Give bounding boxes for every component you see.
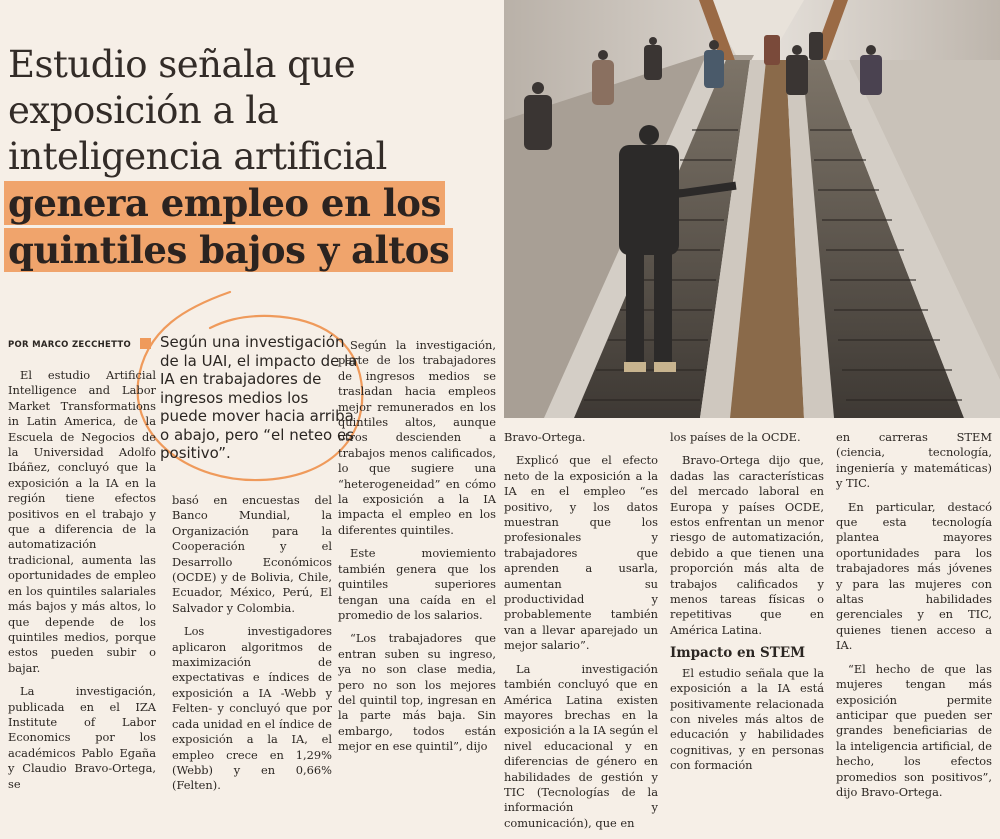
section-heading: Impacto en STEM	[670, 645, 806, 662]
column-3	[338, 338, 496, 763]
paragraph: Explicó que el efecto neto de la exposición a la IA en el empleo “es positivo, y los datos muestran que los profesionales y trabajadores que aprenden a usarla, aumentan su productividad y probablemente también van a llevar aparejado un mejor salario”.	[504, 453, 658, 653]
column-4	[504, 430, 658, 839]
paragraph: Este moviemiento también genera que los quintiles superiores tengan una caída en el promedio de los salarios.	[338, 546, 496, 622]
escalator-illustration	[504, 0, 1000, 418]
paragraph: La investigación, publicada en el IZA Institute of Labor Economics por los académicos Pablo Egaña y Claudio Bravo-Ortega, se	[8, 684, 156, 791]
paragraph: “El hecho de que las mujeres tengan más exposición permite anticipar que pueden ser grandes beneficiarias de la inteligencia artificial, de hecho, los efectos promedios son positivos”, dijo Bravo-Ortega.	[836, 661, 992, 799]
paragraph: los países de la OCDE.	[670, 430, 801, 444]
column-2	[172, 493, 332, 802]
pull-quote-text: Según una investigación de la UAI, el impacto de la IA en trabajadores de ingresos medios los puede mover hacia arriba o abajo, pero “el neteo es positivo”.	[160, 333, 358, 462]
paragraph: en carreras STEM (ciencia, tecnología, ingeniería y matemáticas) y TIC.	[836, 430, 992, 491]
paragraph: En particular, destacó que esta tecnología plantea mayores oportunidades para los trabajadores más jóvenes y para las mujeres con altas habilidades gerenciales y en TIC, quienes tienen acceso a IA.	[836, 499, 992, 653]
column-6	[836, 430, 992, 808]
paragraph: Los investigadores aplicaron algoritmos de maximización de expectativas e índices de exposición a IA -Webb y Felten- y concluyó que por cada unidad en el índice de exposición a la IA, el empleo crece en 1,29% (Webb) y en 0,66% (Felten).	[172, 624, 332, 793]
column-1	[8, 368, 156, 800]
paragraph: Bravo-Ortega dijo que, dadas las características del mercado laboral en Europa y países OCDE, estos enfrentan un menor riesgo de automatización, debido a que tienen una proporción más alta de trabajos calificados y menos tareas físicas o repetitivas que en América Latina.	[670, 453, 824, 637]
pull-quote-bullet-icon	[140, 338, 151, 349]
pull-quote	[140, 333, 360, 463]
paragraph: La investigación también concluyó que en América Latina existen mayores brechas en la exposición a la IA según el nivel educacional y en diferencias de género en habilidades de gestión y TIC (Tecnologías de la información y comunicación), que en	[504, 661, 659, 830]
headline	[8, 42, 498, 274]
paragraph: “Los trabajadores que entran suben su ingreso, ya no son clase media, pero no son los mejores del quintil top, ingresan en la parte más baja. Sin embargo, todos están mejor en ese quintil”, dijo	[338, 631, 496, 754]
headline-highlight-2: quintiles bajos y altos	[4, 228, 453, 272]
paragraph: El estudio señala que la exposición a la IA está positivamente relacionada con niveles más altos de educación y habilidades cognitivas, y en personas con formación	[670, 665, 824, 773]
paragraph: Bravo-Ortega.	[504, 430, 586, 444]
paragraph: Según la investigación, parte de los trabajadores de ingresos medios se trasladan hacia empleos mejor remunerados en los quintiles altos, aunque otros descienden a trabajos menos calificados, lo que sugiere una “heterogeneidad” en cómo la exposición a la IA impacta el empleo en los diferentes quintiles.	[338, 338, 496, 537]
headline-line-3: inteligencia artificial	[8, 135, 387, 178]
headline-line-2: exposición a la	[8, 89, 279, 132]
paragraph: basó en encuestas del Banco Mundial, la Organización para la Cooperación y el Desarrollo Económicos (OCDE) y de Bolivia, Chile, Ecuador, México, Perú, El Salvador y Colombia.	[172, 493, 332, 615]
paragraph: El estudio Artificial Intelligence and Labor Market Transformations in Latin America, de la Escuela de Negocios de la Universidad Adolfo Ibáñez, concluyó que la exposición a la IA en la región tiene efectos positivos en el trabajo y que a diferencia de la automatización tradicional, aumenta las oportunidades de empleo en los quintiles salariales más bajos y más altos, lo que depende de los quintiles medios, porque estos pueden subir o bajar.	[8, 368, 156, 675]
column-5	[670, 430, 824, 782]
headline-highlight-1: genera empleo en los	[4, 181, 445, 225]
headline-line-1: Estudio señala que	[8, 43, 356, 86]
escalator-photo	[504, 0, 1000, 418]
byline: POR MARCO ZECCHETTO	[8, 340, 132, 350]
